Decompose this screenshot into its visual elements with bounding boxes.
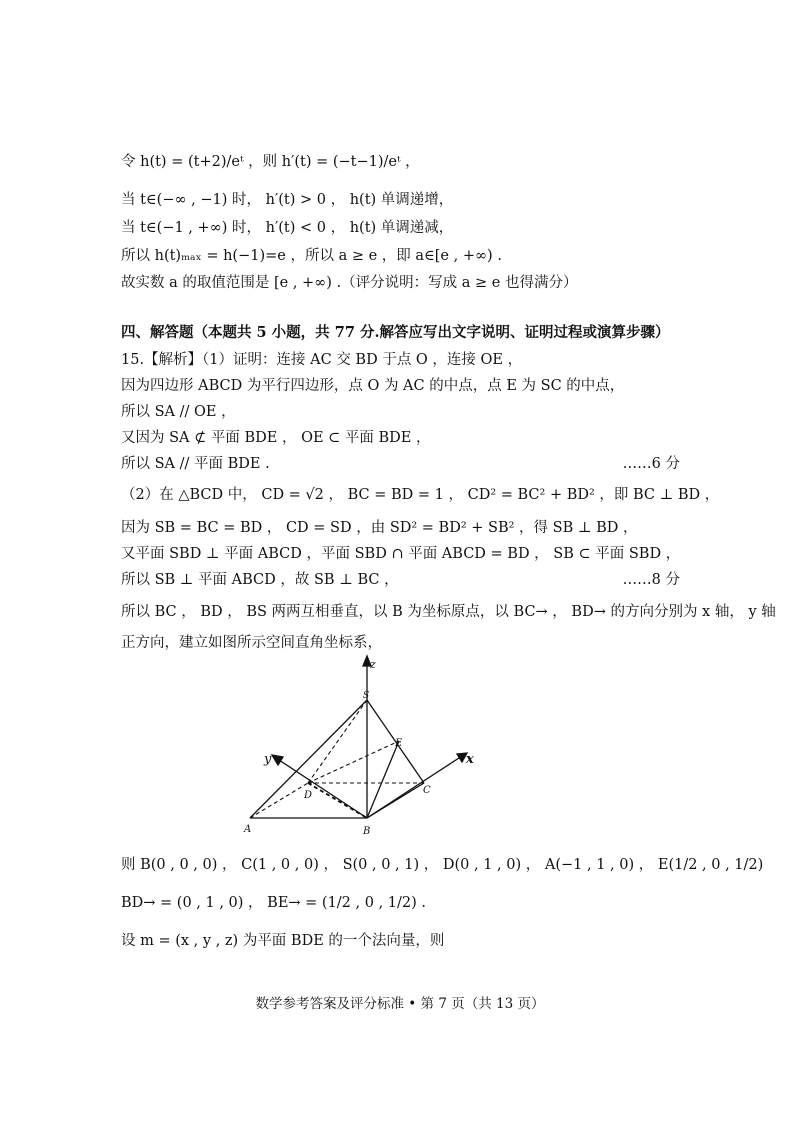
- label-A: A: [244, 824, 252, 835]
- edge-BE: [367, 741, 399, 818]
- q15-line-1: 15.【解析】（1）证明：连接 AC 交 BD 于点 O ，连接 OE ，: [121, 352, 523, 368]
- edge-BC: [367, 783, 424, 818]
- label-z: z: [370, 658, 376, 671]
- q15-normal-vector: 设 m = (x , y , z) 为平面 BDE 的一个法向量，则: [121, 933, 445, 949]
- q15-line-6: （2）在 △BCD 中， CD = √2 ， BC = BD = 1 ， CD² = BC² + BD² ，即 BC ⊥ BD ，: [121, 487, 720, 503]
- edge-SD-dashed: [308, 700, 367, 783]
- line-range: 故实数 a 的取值范围是 [e , +∞) .（评分说明：写成 a ≥ e 也得满分）: [121, 275, 578, 291]
- q15-line-4: 又因为 SA ⊄ 平面 BDE ， OE ⊂ 平面 BDE ，: [121, 430, 431, 446]
- label-x: x: [466, 752, 474, 767]
- line-increasing: 当 t∈(−∞ , −1) 时， h′(t) > 0 ， h(t) 单调递增，: [121, 192, 454, 208]
- q15-line-3: 所以 SA // OE ，: [121, 404, 236, 420]
- label-S: S: [363, 691, 370, 701]
- q15-line-9: 所以 SB ⊥ 平面 ABCD ，故 SB ⊥ BC ，: [121, 572, 399, 588]
- edge-DE-dashed: [308, 741, 399, 783]
- q15-line-10: 所以 BC ， BD ， BS 两两互相垂直，以 B 为坐标原点，以 BC→ ， BD→ 的方向分别为 x 轴， y 轴: [121, 604, 776, 620]
- q15-line-5: 所以 SA // 平面 BDE .: [121, 456, 270, 472]
- label-E: E: [395, 738, 403, 749]
- pyramid-figure: [228, 650, 488, 840]
- score-8: ……8 分: [622, 572, 680, 588]
- label-D: D: [304, 790, 313, 801]
- edge-BD-dashed: [308, 783, 367, 818]
- score-6: ……6 分: [622, 456, 680, 472]
- page-footer: 数学参考答案及评分标准 • 第 7 页（共 13 页）: [255, 996, 545, 1012]
- q15-line-11: 正方向，建立如图所示空间直角坐标系，: [121, 635, 382, 651]
- label-y: y: [264, 752, 272, 767]
- section-heading: 四、解答题（本题共 5 小题，共 77 分.解答应写出文字说明、证明过程或演算步骤）: [121, 324, 670, 341]
- q15-coordinates: 则 B(0 , 0 , 0) ， C(1 , 0 , 0) ， S(0 , 0 , 1) ， D(0 , 1 , 0) ， A(−1 , 1 , 0) ， E(1/2 , 0 , 1/2): [121, 857, 764, 873]
- label-B: B: [363, 826, 371, 837]
- q15-vectors: BD→ = (0 , 1 , 0) ， BE→ = (1/2 , 0 , 1/2) .: [121, 895, 427, 911]
- label-C: C: [423, 785, 431, 796]
- q15-line-7: 因为 SB = BC = BD ， CD = SD ，由 SD² = BD² + SB² ，得 SB ⊥ BD ，: [121, 520, 638, 536]
- q15-line-8: 又平面 SBD ⊥ 平面 ABCD ，平面 SBD ∩ 平面 ABCD = BD ， SB ⊂ 平面 SBD ，: [121, 546, 681, 562]
- y-axis-arrow: [272, 755, 283, 765]
- line-max: 所以 h(t)ₘₐₓ = h(−1)=e ，所以 a ≥ e ，即 a∈[e , +∞) .: [121, 248, 502, 264]
- q15-line-2: 因为四边形 ABCD 为平行四边形，点 O 为 AC 的中点，点 E 为 SC 的中点，: [121, 378, 625, 394]
- line-h-def: 令 h(t) = (t+2)/eᵗ ，则 h′(t) = (−t−1)/eᵗ ，: [121, 154, 420, 170]
- line-decreasing: 当 t∈(−1 , +∞) 时， h′(t) < 0 ， h(t) 单调递减，: [121, 220, 454, 236]
